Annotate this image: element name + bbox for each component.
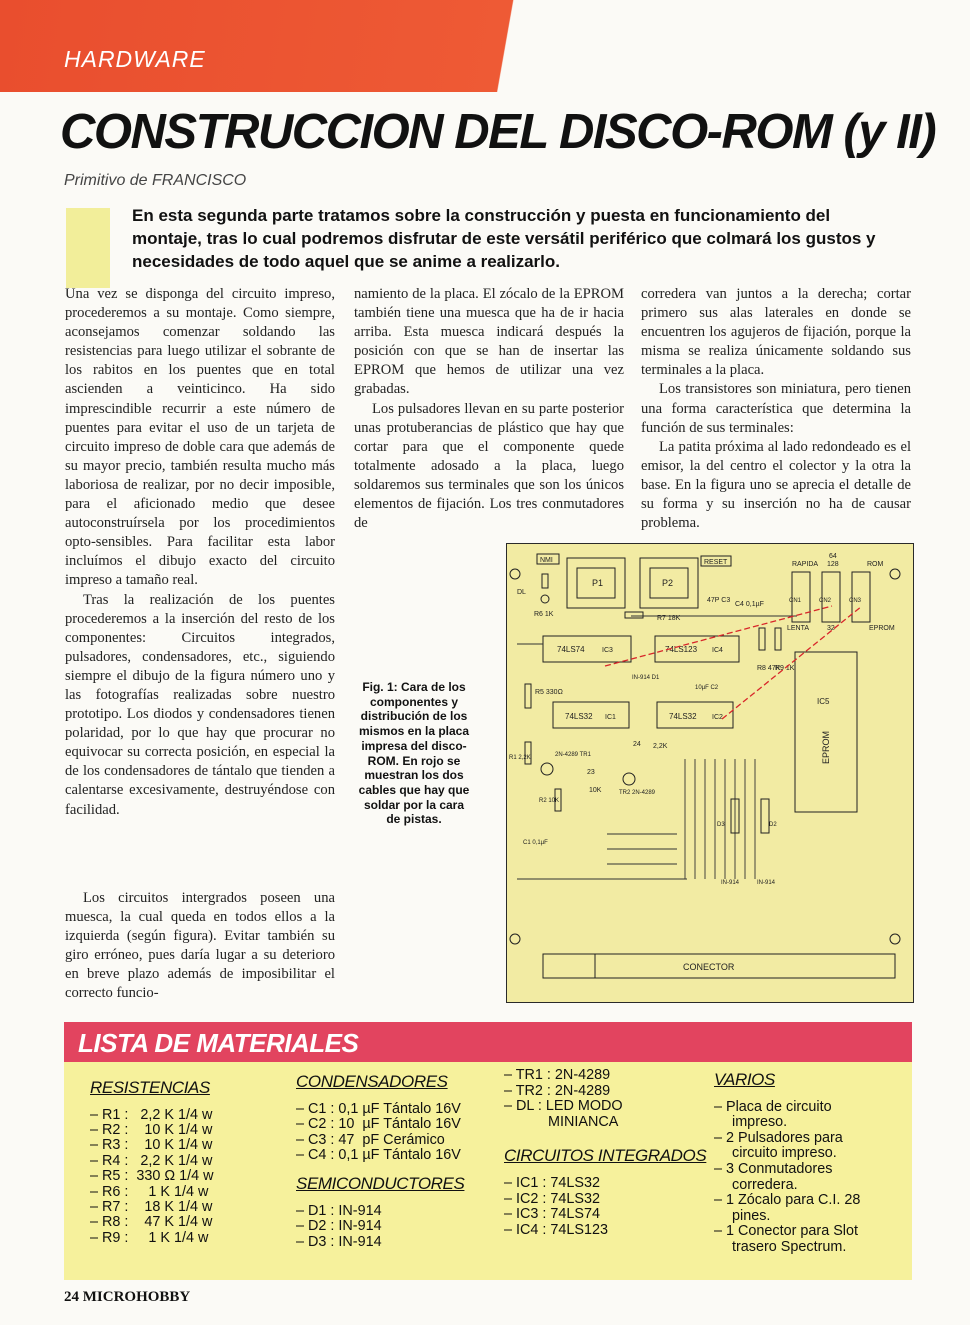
d2-type: IN-914 (757, 880, 776, 886)
resistor-r5 (525, 684, 531, 708)
condensadores-section (296, 1074, 464, 1250)
list-item: – R6 : 1 K 1/4 w (90, 1183, 209, 1200)
resistor-r7 (625, 612, 643, 618)
condensadores-heading: CONDENSADORES (296, 1072, 448, 1091)
list-item: MINIANCA (504, 1113, 619, 1130)
varios-section (714, 1072, 890, 1256)
list-item: – D3 : IN-914 (296, 1233, 382, 1250)
list-item: – IC2 : 74LS32 (504, 1190, 601, 1207)
article-lead: En esta segunda parte tratamos sobre la construcción y puesta en funcionamiento del montaje, tras lo cual podremos disfrutar de este versátil periférico que colmará los gustos y necesidades de todo aquel que se anime a realizarlo. (132, 206, 876, 271)
section-label: HARDWARE (64, 46, 206, 72)
transistor-tr2 (623, 773, 635, 785)
integrados-heading: CIRCUITOS INTEGRADOS (504, 1146, 707, 1166)
cn3-label: CN3 (849, 598, 862, 604)
materials-list (64, 1062, 912, 1280)
paragraph: Tras la realización de los puentes procederemos a la inserción del resto de los componentes: Circuitos integrados, pulsadores, condensadores, etc., siguiendo siempre el dibujo de la figura número uno y las fotografías realizadas sobre nuestro prototipo. Los diodos y condensadores tienen polaridad, por lo que hay que procurar no equivocar su correcta posición, en especial la de los condensadores de tántalo que tienden a calentarse excesivamente, destruyéndose con facilidad. (65, 591, 335, 818)
transistores-section (504, 1068, 706, 1238)
list-item: – Placa de circuito impreso. (714, 1098, 832, 1131)
d3-type: IN-914 (721, 880, 740, 886)
list-item: – IC3 : 74LS74 (504, 1206, 601, 1223)
list-item: – C2 : 10 µF Tántalo 16V (296, 1116, 461, 1133)
mounting-hole (510, 934, 520, 944)
list-item: – 2 Pulsadores para circuito impreso. (714, 1129, 843, 1162)
list-item: – TR1 : 2N-4289 (504, 1067, 611, 1083)
transistor-tr1 (541, 763, 553, 775)
led-dl (541, 595, 549, 603)
r1-label: R1 2,2K (509, 755, 531, 761)
label-10k: 10K (589, 787, 602, 794)
list-item: – DL : LED MODO (504, 1098, 623, 1115)
paragraph: Los transistores son miniatura, pero tienen una forma característica que determina la función de sus terminales: (641, 381, 911, 436)
tr2-label: TR2 2N-4289 (619, 790, 656, 796)
list-item: – R4 : 2,2 K 1/4 w (90, 1152, 213, 1169)
page-footer: 24 MICROHOBBY (64, 1289, 191, 1305)
semiconductores-heading: SEMICONDUCTORES (296, 1173, 465, 1193)
d2-label: D2 (769, 822, 777, 828)
text-column-1-continued (65, 889, 335, 1004)
materials-header (64, 1022, 912, 1062)
resistor (542, 574, 548, 588)
c4-label: C4 0,1µF (735, 601, 764, 608)
r6-label: R6 1K (534, 611, 554, 618)
article-title: CONSTRUCCION DEL DISCO-ROM (y II) (60, 105, 936, 159)
eprom-chip-label: EPROM (821, 730, 831, 764)
red-wire-2 (722, 606, 862, 719)
list-item: – R1 : 2,2 K 1/4 w (90, 1106, 213, 1123)
paragraph: Los circuitos intergrados poseen una muesca, la cual queda en todos ellos a la izquierda (según figura). Evitar también su giro erróneo, pues daría lugar a su deterioro en breve plazo además de imposibilitar el correcto funcio- (65, 890, 335, 1002)
tr1-label: 2N-4289 TR1 (555, 752, 591, 758)
text-column-2 (354, 285, 624, 533)
list-item: – 1 Zócalo para C.I. 28 pines. (714, 1192, 861, 1224)
mounting-hole (890, 934, 900, 944)
figure-caption: Fig. 1: Cara de los componentes y distribución de los mismos en la placa impresa del disco-ROM. En rojo se muestran los dos cables que hay que soldar por la cara de pistas. (358, 680, 470, 827)
eprom-switch-label: EPROM (869, 625, 895, 632)
materials-title: LISTA DE MATERIALES (78, 1028, 359, 1058)
resistor-r9 (775, 628, 781, 650)
paragraph: Una vez se disponga del circuito impreso, procederemos a su montaje. Como siempre, aconsejamos comenzar soldando las resistencias para luego utilizar el sobrante de los rabitos en los puentes que en total ascienden a veinticinco. Ha sido imprescindible recurrir a este número de puentes para evitar el uso de un tarjeta de circuito impreso de doble cara que además de su mayor precio, también resulta mucho más laboriosa de realizar, por no decir imposible, para el aficionado medio que desee autoconstruírsela por los procedimientos opto-sensibles. Para facilitar esta labor incluímos el dibujo exacto del circuito impreso a tamaño real. (65, 286, 335, 589)
cn2-label: CN2 (819, 598, 832, 604)
varios-heading: VARIOS (714, 1070, 775, 1089)
p1-label: P1 (592, 578, 604, 588)
list-item: – TR2 : 2N-4289 (504, 1082, 611, 1099)
label-32: 32 (827, 625, 835, 632)
ic5-label: IC5 (817, 697, 830, 706)
ic4-label: 74LS123 (665, 645, 698, 654)
list-item: – D2 : IN-914 (296, 1218, 382, 1235)
text-column-3 (641, 285, 911, 533)
ic3-label: 74LS74 (557, 645, 585, 654)
resistor-r8 (759, 628, 765, 650)
article-author: Primitivo de FRANCISCO (64, 172, 247, 189)
dl-label: DL (517, 589, 526, 596)
r2-label: R2 10K (539, 798, 560, 804)
list-item: – IC1 : 74LS32 (504, 1174, 601, 1191)
switch-cn2 (822, 572, 840, 622)
list-item: – R2 : 10 K 1/4 w (90, 1122, 213, 1138)
label-2-2k: 2,2K (653, 743, 668, 750)
list-item: – R5 : 330 Ω 1/4 w (90, 1168, 214, 1185)
ic4-id: IC4 (712, 647, 723, 654)
rapida-label: RAPIDA (792, 561, 819, 568)
paragraph: Los pulsadores llevan en su parte posterior unas protuberancias de plástico que hay que cortar para que el componente quede totalmente adosado a la placa, luego soldaremos sus terminales que son los únicos elementos de fijación. Los tres conmutadores de (354, 400, 624, 532)
list-item: – R9 : 1 K 1/4 w (90, 1229, 209, 1246)
list-item: – 1 Conector para Slot trasero Spectrum. (714, 1223, 858, 1255)
p2-label: P2 (662, 578, 674, 588)
d1-label: IN-914 D1 (632, 675, 660, 681)
ic1-id: IC1 (605, 714, 616, 721)
paragraph: namiento de la placa. El zócalo de la EPROM también tiene una muesca que ha de ir hacia arriba. Esta muesca indicará después la posición con que se han de insertar las EPROM que hemos de utilizar una vez grabadas. (354, 286, 624, 398)
list-item: – R3 : 10 K 1/4 w (90, 1137, 213, 1154)
pcb-layout-figure (506, 543, 914, 1003)
mounting-hole (890, 569, 900, 579)
list-item: – C1 : 0,1 µF Tántalo 16V (296, 1100, 461, 1117)
diode-d2 (761, 799, 769, 833)
c2-label: 10µF C2 (695, 685, 719, 691)
list-item: – R8 : 47 K 1/4 w (90, 1214, 213, 1231)
ic2-label: 74LS32 (669, 712, 697, 721)
cn1-label: CN1 (789, 598, 802, 604)
r5-label: R5 330Ω (535, 689, 563, 696)
section-banner (0, 0, 970, 92)
label-128: 128 (827, 561, 839, 568)
r8-label: R8 47K (757, 665, 781, 672)
mounting-hole (510, 569, 520, 579)
resistencias-section (90, 1080, 214, 1246)
ic2-id: IC2 (712, 714, 723, 721)
c1-label: C1 0,1µF (523, 840, 548, 846)
c3-label: 47P C3 (707, 597, 731, 604)
paragraph: corredera van juntos a la derecha; cortar primero sus alas laterales en donde se encuentren los agujeros de fijación, porque la misma se realiza únicamente soldando sus terminales a la placa. (641, 286, 911, 379)
r9-label: R9 1K (775, 665, 795, 672)
resistencias-heading: RESISTENCIAS (90, 1078, 210, 1097)
label-64: 64 (829, 553, 837, 560)
paragraph: La patita próxima al lado redondeado es el emisor, la del centro el colector y la otra la base. En la figura uno se aprecia el detalle de su forma y su inserción no ha de causar problema. (641, 438, 911, 532)
lenta-label: LENTA (787, 625, 810, 632)
dropcap-highlight (66, 208, 110, 288)
r7-label: R7 18K (657, 615, 681, 622)
text-column-1 (65, 285, 335, 820)
red-wire-1 (605, 606, 832, 666)
connector-label: CONECTOR (683, 962, 735, 972)
list-item: – 3 Conmutadores corredera. (714, 1160, 833, 1193)
list-item: – D1 : IN-914 (296, 1202, 382, 1219)
list-item: – R7 : 18 K 1/4 w (90, 1199, 213, 1216)
label-23: 23 (587, 769, 595, 776)
rom-label: ROM (867, 561, 884, 568)
reset-label: RESET (704, 559, 728, 566)
label-24: 24 (633, 741, 641, 748)
list-item: – IC4 : 74LS123 (504, 1221, 609, 1238)
ic1-label: 74LS32 (565, 712, 593, 721)
list-item: – C4 : 0,1 µF Tántalo 16V (296, 1147, 461, 1164)
nmi-label: NMI (540, 557, 553, 564)
ic3-id: IC3 (602, 647, 613, 654)
d3-label: D3 (717, 822, 725, 828)
list-item: – C3 : 47 pF Cerámico (296, 1131, 445, 1148)
switch-cn3 (852, 572, 870, 622)
